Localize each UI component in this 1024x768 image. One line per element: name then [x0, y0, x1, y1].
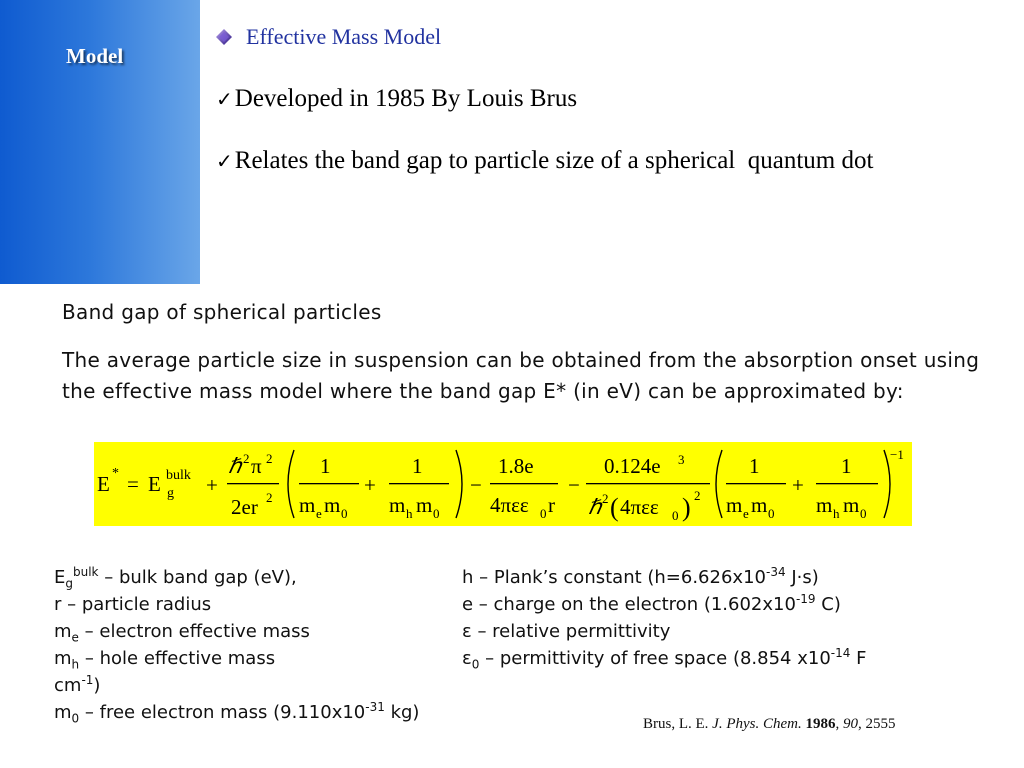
formula-one-c: 1 [749, 454, 760, 478]
formula-m: m [324, 493, 341, 517]
formula-Eg: E [148, 472, 161, 496]
citation-volume: 90 [842, 716, 858, 732]
heading-text: Effective Mass Model [246, 24, 442, 49]
formula-sup2a: 2 [243, 451, 250, 466]
formula-one-a: 1 [320, 454, 331, 478]
diamond-icon [216, 29, 232, 45]
formula-sup2e: 2 [694, 488, 701, 503]
def-r: r – particle radius [54, 594, 212, 615]
formula-minus-2: − [568, 473, 580, 497]
def-epsilon: ε – relative permittivity [462, 621, 671, 642]
fraction-bar [227, 483, 279, 484]
citation-year: 1986 [805, 716, 836, 732]
formula-plus-3: + [792, 473, 804, 497]
fraction-bar [586, 483, 710, 484]
bullet-developed [216, 85, 577, 113]
formula-pol-num: 0.124e [604, 454, 661, 478]
formula-plus-2: + [364, 473, 376, 497]
formula-m: m [416, 493, 433, 517]
formula-4piee-paren: 4πεε [620, 495, 659, 519]
formula-eq: = [127, 472, 139, 496]
formula-sub-0: 0 [540, 506, 547, 521]
formula-sub-h: h [406, 506, 413, 521]
formula-g: g [167, 486, 174, 501]
formula-m: m [389, 493, 406, 517]
formula-pi: π [251, 454, 262, 478]
formula-minus-1: − [470, 473, 482, 497]
formula-m: m [816, 493, 833, 517]
formula-one-d: 1 [841, 454, 852, 478]
paren-open-1 [288, 450, 294, 518]
formula-sub-0: 0 [341, 506, 348, 521]
citation-journal: J. Phys. Chem. [712, 716, 802, 732]
formula-m: m [751, 493, 768, 517]
formula-lparen: ( [610, 493, 619, 522]
formula-coulomb-num: 1.8e [498, 454, 534, 478]
def-epsilon0: $\varepsilon_0$ – permittivity of free space (8.854 $x10^{-14}$ F [462, 646, 867, 672]
formula-sub-0: 0 [433, 506, 440, 521]
formula-4piee: 4πεε [490, 493, 529, 517]
def-h: h – Plank’s constant ($h=6.626x10^{-34}$ J·s) [462, 565, 819, 588]
fraction-bar [726, 483, 786, 484]
formula-sup2d: 2 [602, 491, 609, 506]
definitions-left [54, 564, 474, 726]
fraction-bar [389, 483, 449, 484]
formula-sub-e: e [316, 506, 322, 521]
formula-m: m [843, 493, 860, 517]
formula-sup-neg1: −1 [890, 447, 904, 462]
definitions-right [462, 564, 972, 672]
paren-open-2 [716, 450, 722, 518]
section-title: Band gap of spherical particles [62, 300, 382, 324]
fraction-bar [490, 483, 558, 484]
check-icon: ✓ [216, 149, 233, 173]
bullet-text: Relates the band gap to particle size of a spherical quantum dot [234, 147, 874, 174]
formula-sub-e: e [743, 506, 749, 521]
formula-hbar: ℏ [588, 495, 602, 519]
fraction-bar [816, 483, 878, 484]
def-mh: $m_h$ – hole effective mass [54, 648, 276, 672]
formula-sub-h: h [833, 506, 840, 521]
def-eg-bulk: $E_g^{bulk}$ – bulk band gap (eV), [54, 565, 297, 591]
formula-one-b: 1 [412, 454, 423, 478]
formula-m: m [299, 493, 316, 517]
bullet-text: Developed in 1985 By Louis Brus [234, 85, 578, 112]
formula-sub-0: 0 [860, 506, 867, 521]
formula-m: m [726, 493, 743, 517]
formula-sub-0: 0 [768, 506, 775, 521]
formula-E: E [97, 472, 110, 496]
slide-heading [216, 24, 441, 50]
fraction-bar [299, 483, 359, 484]
formula-hbar: ℏ [228, 454, 242, 478]
def-m0: $m_0$ – free electron mass ($9.110x10^{-31}$ kg) [54, 700, 420, 726]
def-me: $m_e$ – electron effective mass [54, 621, 310, 645]
formula-bulk: bulk [166, 468, 191, 483]
def-cm-continuation: $cm^{-1}$) [54, 673, 101, 696]
def-e: e – charge on the electron ($1.602x10^{-19}$ C) [462, 592, 841, 615]
formula-rparen: ) [682, 493, 691, 522]
formula-r: r [548, 493, 555, 517]
description-paragraph: The average particle size in suspension can be obtained from the absorption onset using the effective mass model where the band gap E* (in eV) can be approximated by: [62, 348, 980, 403]
check-icon: ✓ [216, 87, 233, 111]
formula-sub-0: 0 [672, 508, 679, 523]
formula-sup3: 3 [678, 452, 685, 467]
formula-sup2c: 2 [266, 490, 273, 505]
bullet-relates [216, 147, 873, 175]
formula-star: * [112, 466, 119, 481]
formula-plus-1: + [206, 473, 218, 497]
formula-2er: 2er [231, 495, 258, 519]
paren-close-1 [456, 450, 462, 518]
sidebar-title: Model [66, 44, 124, 68]
band-gap-formula [94, 442, 912, 526]
formula-sup2b: 2 [266, 451, 273, 466]
sidebar-panel [0, 0, 200, 284]
citation: Brus, L. E. J. Phys. Chem. 1986, 90, 2555 [643, 716, 896, 732]
